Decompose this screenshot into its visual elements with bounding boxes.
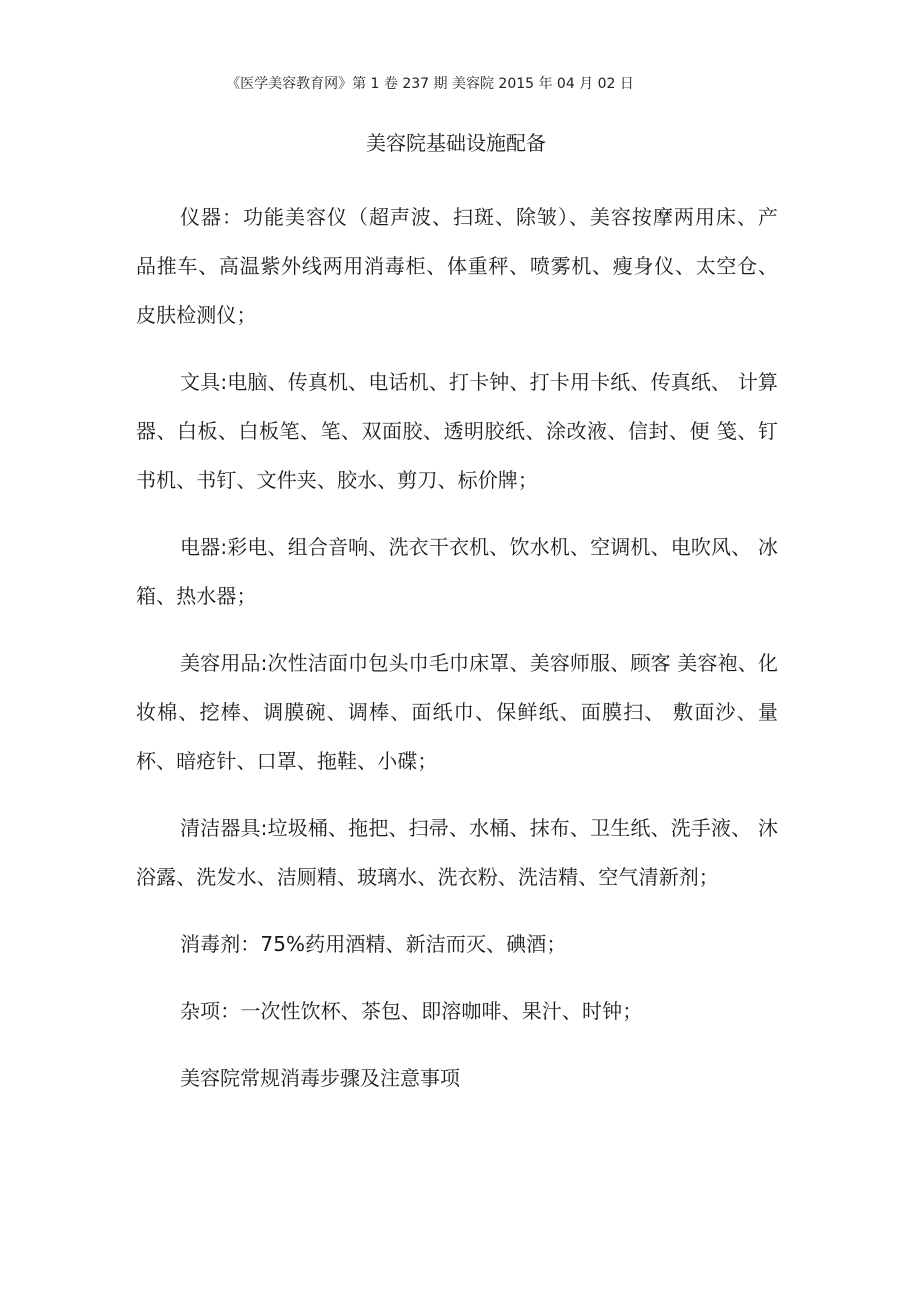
paragraph-miscellaneous	[136, 987, 778, 1036]
publication-header: 《医学美容教育网》第 1 卷 237 期 美容院 2015 年 04 月 02 日	[226, 76, 634, 92]
paragraph-label: 仪器：	[180, 205, 243, 229]
paragraph-disinfectants	[136, 920, 778, 969]
paragraph-text: 75%药用酒精、新洁而灭、碘酒；	[260, 932, 567, 956]
paragraph-label: 电器:	[180, 535, 228, 559]
paragraph-instruments	[136, 193, 778, 340]
section-heading-disinfection: 美容院常规消毒步骤及注意事项	[180, 1066, 460, 1090]
document-title: 美容院基础设施配备	[366, 131, 546, 155]
paragraph-stationery	[136, 358, 778, 505]
document-body	[136, 193, 778, 1103]
paragraph-text: 彩电、组合音响、洗衣干衣机、饮水机、空调机、电吹风、 冰箱、热水器；	[136, 535, 778, 608]
paragraph-label: 美容用品:	[180, 651, 268, 675]
paragraph-text: 一次性饮杯、茶包、即溶咖啡、果汁、时钟；	[240, 999, 643, 1023]
paragraph-text: 功能美容仪（超声波、扫斑、除皱）、美容按摩两用床、产 品推车、高温紫外线两用消毒柜、体重秤、喷雾机、瘦身仪、太空仓、 皮肤检测仪；	[136, 205, 778, 327]
paragraph-label: 杂项：	[180, 999, 241, 1023]
paragraph-appliances	[136, 523, 778, 621]
paragraph-label: 清洁器具:	[180, 816, 268, 840]
paragraph-label: 消毒剂：	[180, 932, 261, 956]
paragraph-label: 文具:	[180, 370, 228, 394]
paragraph-beauty-supplies	[136, 639, 778, 786]
paragraph-cleaning-tools	[136, 804, 778, 902]
paragraph-text: 电脑、传真机、电话机、打卡钟、打卡用卡纸、传真纸、 计算器、白板、白板笔、笔、双面胶、透明胶纸、涂改液、信封、便 笺、钉书机、书钉、文件夹、胶水、剪刀、标价牌；	[136, 370, 778, 492]
paragraph-text: 次性洁面巾包头巾毛巾床罩、美容师服、顾客 美容袍、化妆棉、挖棒、调膜碗、调棒、面纸巾、保鲜纸、面膜扫、 敷面沙、量杯、暗疮针、口罩、拖鞋、小碟；	[136, 651, 778, 773]
paragraph-text: 垃圾桶、拖把、扫帚、水桶、抹布、卫生纸、洗手液、 沐浴露、洗发水、洁厕精、玻璃水、洗衣粉、洗洁精、空气清新剂；	[136, 816, 778, 889]
